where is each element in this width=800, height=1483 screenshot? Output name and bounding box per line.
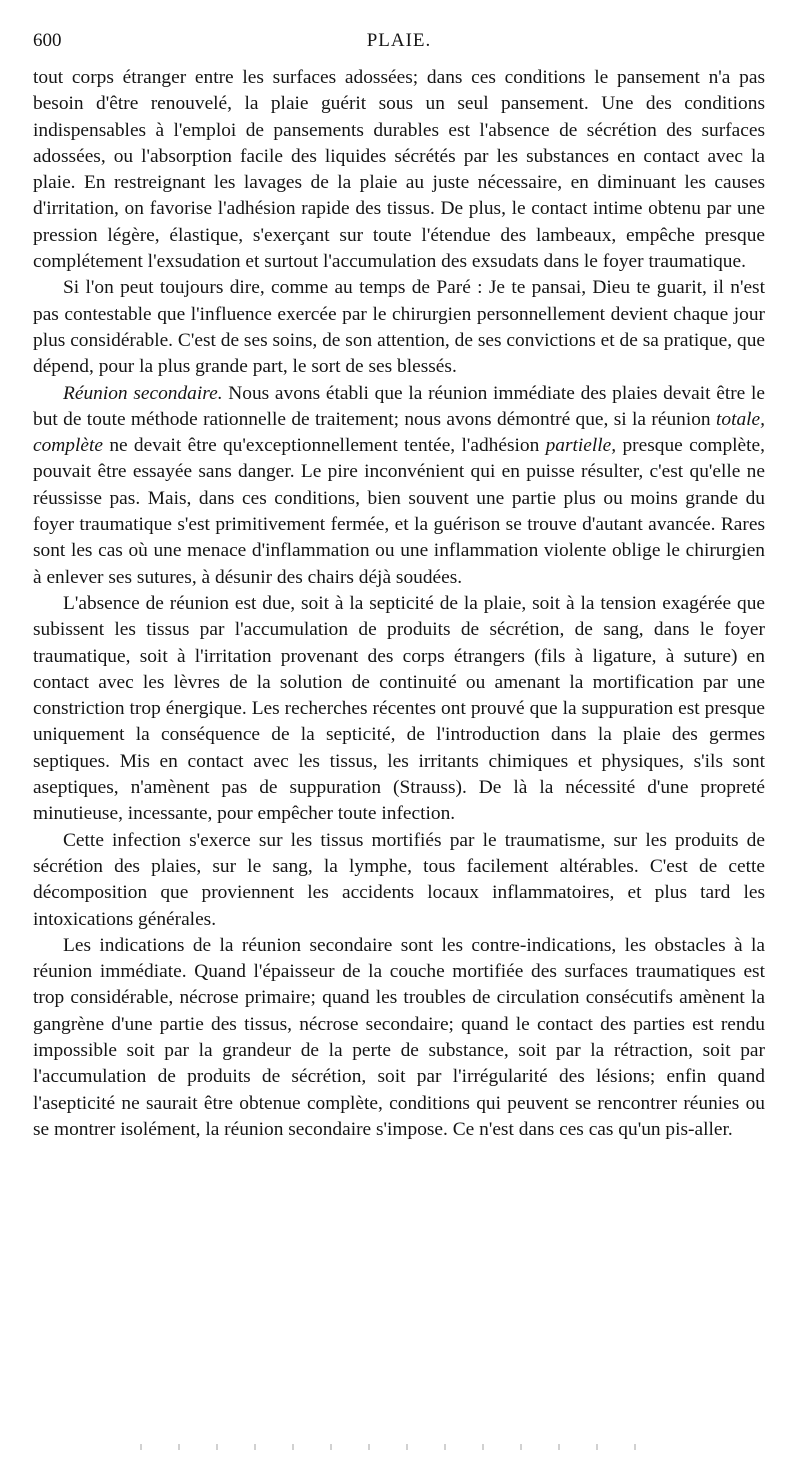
paragraph-2 — [33, 275, 765, 380]
section-lead: Réunion secondaire. — [63, 382, 223, 404]
paragraph-text: L'absence de réunion est due, soit à la septicité de la plaie, soit à la tension exagérée que subissent les tissus par l'accumulation de produits de sécrétion, de sang, dans le foyer traumatique, soit à l'irritation provenant des corps étrangers (fils à ligature, à suture) en contact avec les lèvres de la solution de continuité ou amenant la mortification par une constriction trop énergique. Les recherches récentes ont prouvé que la suppuration est presque uniquement la conséquence de la septicité, de l'introduction dans la plaie des germes septiques. Mis en contact avec les tissus, les irritants chimiques et physiques, s'ils sont aseptiques, n'amènent pas de suppuration (Strauss). De là la nécessité d'une propreté minutieuse, incessante, pour empêcher toute infection. — [33, 592, 765, 825]
paragraph-reunion-secondaire — [33, 381, 765, 591]
page-header — [33, 28, 765, 58]
italic-term: partielle, — [545, 435, 617, 457]
paragraph-text: Nous avons établi que la réunion immédiate des plaies devait être le but de toute méthode rationnelle de traitement; nous avons démontré que, si la réunion — [33, 382, 765, 430]
scan-speckle-line — [140, 1444, 660, 1450]
page-number: 600 — [33, 30, 62, 51]
document-page — [33, 28, 765, 1143]
paragraph-1 — [33, 65, 765, 275]
running-title: PLAIE. — [366, 30, 432, 51]
paragraph-5 — [33, 828, 765, 933]
paragraph-text: Cette infection s'exerce sur les tissus mortifiés par le traumatisme, sur les produits de sécrétion des plaies, sur le sang, la lymphe, tous facilement altérables. C'est de cette décomposition que proviennent les accidents locaux inflammatoires, et plus tard les intoxications générales. — [33, 829, 765, 930]
paragraph-text: presque complète, pouvait être essayée sans danger. Le pire inconvénient qui en puisse résulter, c'est qu'elle ne réussisse pas. Mais, dans ces conditions, bien souvent une partie plus ou moins grande du foyer traumatique s'est primitivement fermée, et la guérison se trouve d'autant avancée. Rares sont les cas où une menace d'inflammation ou une inflammation violente oblige le chirurgien à enlever ses sutures, à désunir des chairs déjà soudées. — [33, 435, 765, 588]
paragraph-text: tout corps étranger entre les surfaces adossées; dans ces conditions le pansement n'a pas besoin d'être renouvelé, la plaie guérit sous un seul pansement. Une des conditions indispensables à l'emploi de pansements durables est l'absence de sécrétion des surfaces adossées, ou l'absorption facile des liquides sécrétés par les substances en contact avec la plaie. En restreignant les lavages de la plaie au juste nécessaire, en diminuant les causes d'irritation, on favorise l'adhésion rapide des tissus. De plus, le contact intime obtenu par une pression légère, élastique, s'exerçant sur toute l'étendue des lambeaux, empêche presque complétement l'exsudation et surtout l'accumulation des exsudats dans le foyer traumatique. — [33, 67, 765, 273]
paragraph-4 — [33, 591, 765, 828]
italic-term: totale, complète — [33, 408, 765, 457]
paragraph-6 — [33, 933, 765, 1143]
paragraph-text: Si l'on peut toujours dire, comme au temps de Paré : Je te pansai, Dieu te guarit, il n'est pas contestable que l'influence exercée par le chirurgien personnellement devient chaque jour plus considérable. C'est de ses soins, de son attention, de ses convictions et de sa pratique, que dépend, pour la plus grande part, le sort de ses blessés. — [33, 277, 765, 378]
paragraph-text: ne devait être qu'exceptionnellement tentée, l'adhésion — [103, 435, 546, 457]
paragraph-text: Les indications de la réunion secondaire sont les contre-indications, les obstacles à la réunion immédiate. Quand l'épaisseur de la couche mortifiée des surfaces traumatiques est trop considérable, nécrose primaire; quand les troubles de circulation consécutifs amènent la gangrène d'une partie des tissus, nécrose secondaire; quand le contact des parties est rendu impossible soit par la grandeur de la perte de substance, soit par la rétraction, soit par l'accumulation de produits de sécrétion, soit par l'irrégularité des lésions; enfin quand l'asepticité ne saurait être obtenue complète, conditions qui peuvent se rencontrer réunies ou se montrer isolément, la réunion secondaire s'impose. Ce n'est dans ces cas qu'un pis-aller. — [33, 934, 765, 1140]
